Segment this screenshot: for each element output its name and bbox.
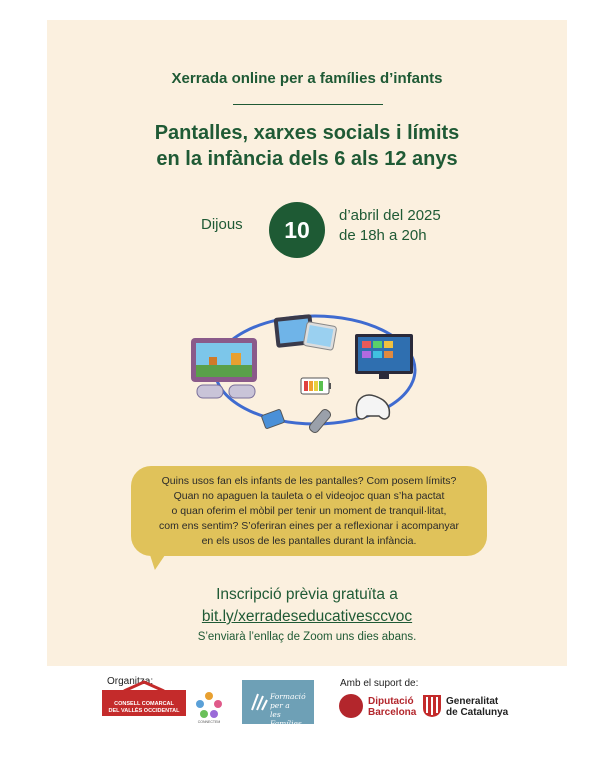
battery-icon: [301, 378, 331, 394]
connectem-label: CONNECTEM: [197, 720, 221, 724]
bubble-line: com ens sentim? S’oferiran eines per a reflexionar i acompanyar: [159, 520, 459, 532]
bubble-text: [131, 474, 487, 549]
hands-icon: [250, 690, 268, 714]
event-subtitle: Xerrada online per a famílies d’infants: [171, 70, 443, 87]
connectem-logo-icon: [192, 688, 226, 722]
date-details: [339, 206, 441, 246]
remote-icon: [308, 408, 332, 434]
generalitat-line: Generalitat: [446, 696, 499, 707]
generalitat-line: de Catalunya: [446, 707, 509, 718]
handheld-console-icon: [191, 338, 257, 382]
bubble-line: Quan no apaguen la tauleta o el videojoc quan s’ha pactat: [173, 490, 445, 502]
game-controller-icon: [356, 395, 389, 419]
bubble-line: Quins usos fan els infants de les pantalles? Com posem límits?: [161, 475, 457, 487]
poster: [47, 20, 567, 666]
support-label: Amb el suport de:: [340, 678, 419, 689]
roof-icon: [122, 680, 166, 692]
month-year: d’abril del 2025: [339, 207, 441, 224]
day-badge: 10: [269, 202, 325, 258]
generalitat-logo-text: [446, 696, 508, 718]
diputacio-seal-icon: [339, 694, 363, 718]
weekday-label: Dijous: [201, 216, 243, 233]
consell-line: CONSELL COMARCAL: [114, 701, 174, 707]
formacio-line: Formació per a: [270, 692, 306, 710]
formacio-families-logo: [242, 680, 314, 728]
generalitat-shield-icon: [422, 694, 442, 718]
diputacio-line: Diputació: [368, 696, 414, 707]
title-line-2: en la infància dels 6 als 12 anys: [156, 148, 458, 170]
tv-icon: [355, 334, 413, 379]
bubble-line: en els usos de les pantalles durant la infància.: [201, 535, 417, 547]
divider: [233, 104, 383, 105]
phone-stand-icon: [261, 409, 285, 429]
consell-line: DEL VALLÈS OCCIDENTAL: [108, 707, 180, 714]
formacio-line: les Famílies: [270, 710, 302, 728]
registration-link[interactable]: bit.ly/xerradeseducativesccvoc: [201, 608, 413, 625]
zoom-note: S’enviarà l’enllaç de Zoom uns dies abans.: [197, 631, 417, 643]
organiza-label: Organitza:: [107, 676, 154, 687]
time-range: de 18h a 20h: [339, 227, 427, 244]
question-bubble: [131, 466, 487, 584]
title-line-1: Pantalles, xarxes socials i límits: [154, 122, 460, 144]
event-title: [47, 120, 567, 172]
diputacio-logo-text: [368, 696, 416, 718]
diputacio-line: Barcelona: [368, 707, 417, 718]
devices-illustration: [187, 308, 427, 448]
smartphone-icon: [303, 322, 337, 351]
bubble-line: o quan oferim el mòbil per tenir un moment de tranquil·litat,: [171, 505, 447, 517]
consell-comarcal-logo: [102, 690, 186, 716]
registration-text: Inscripció prèvia gratuïta a: [216, 586, 398, 603]
